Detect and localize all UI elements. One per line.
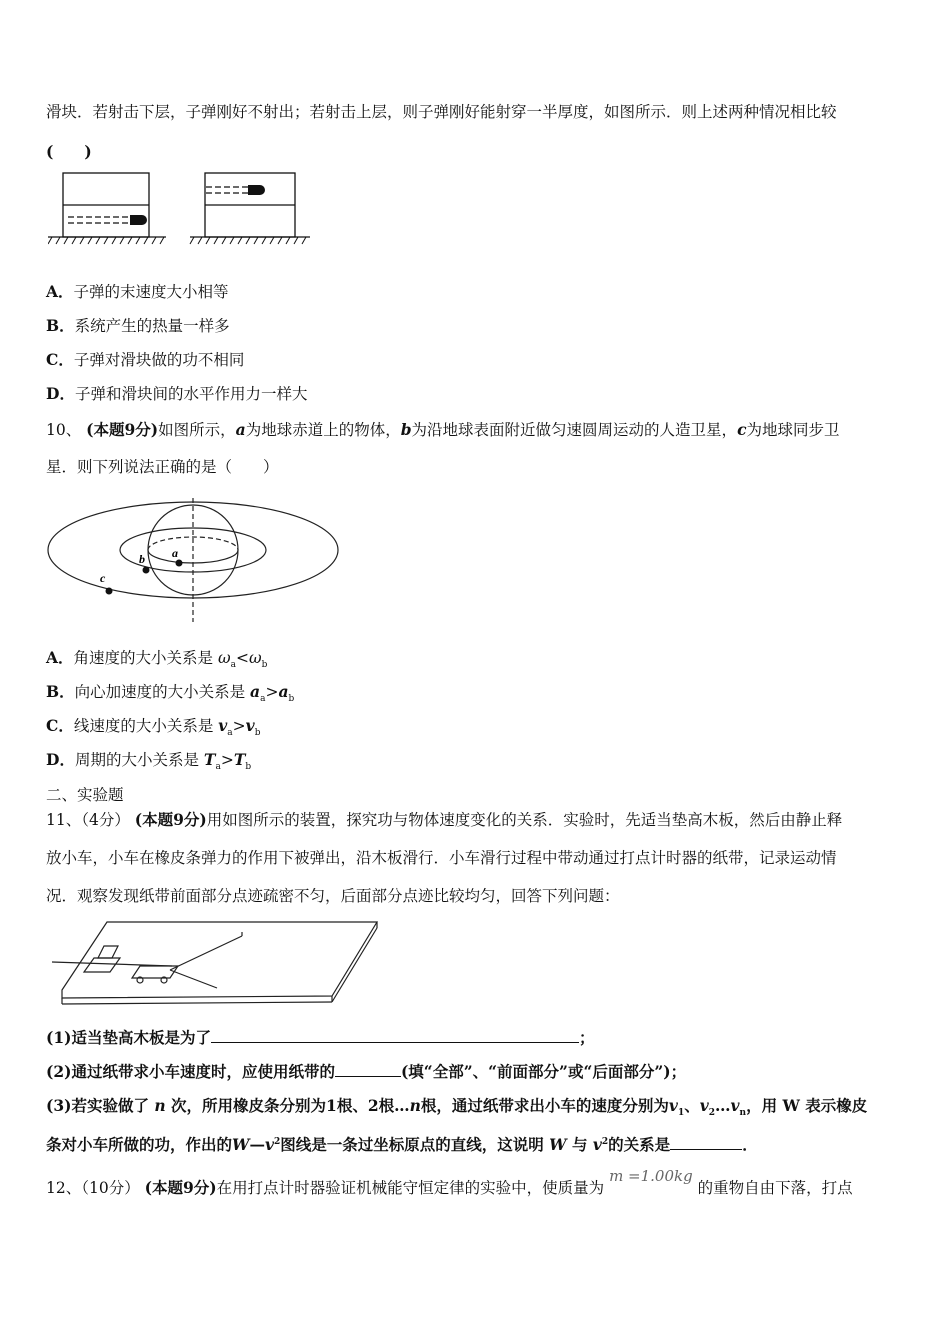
q10-point-a bbox=[176, 560, 183, 567]
q9-bullet-upper bbox=[248, 185, 265, 195]
q10-option-d: D．周期的大小关系是 $T_a>T_b$ bbox=[46, 750, 252, 773]
q9-option-d: D．子弹和滑块间的水平作用力一样大 bbox=[46, 384, 308, 403]
q11-rubber-band bbox=[170, 936, 242, 970]
q10-stem-line1: 10、 (本题9分)如图所示，a为地球赤道上的物体，b为沿地球表面附近做匀速圆周运动的人造卫星，c为地球同步卫 bbox=[46, 420, 840, 439]
q10-label-b: b bbox=[139, 552, 145, 566]
q10-option-b: B．向心加速度的大小关系是 $a_a>a_b$ bbox=[46, 682, 295, 705]
q9-bullet-lower bbox=[130, 215, 147, 225]
q11-wood-board bbox=[62, 922, 377, 998]
q10-point-c bbox=[106, 588, 113, 595]
q11-blank-3[interactable] bbox=[670, 1135, 742, 1150]
q9-option-a: A．子弹的末速度大小相等 bbox=[46, 282, 229, 301]
q11-stem-line1: 11、（4分） (本题9分)用如图所示的装置，探究功与物体速度变化的关系．实验时，先适当垫高木板，然后由静止释 bbox=[46, 810, 843, 829]
q11-cart bbox=[132, 966, 178, 978]
q11-stem-line3: 况．观察发现纸带前面部分点迹疏密不匀，后面部分点迹比较均匀，回答下列问题： bbox=[46, 887, 620, 905]
q11-stem-line2: 放小车，小车在橡皮条弹力的作用下被弹出，沿木板滑行．小车滑行过程中带动通过打点计时器的纸带，记录运动情 bbox=[46, 849, 837, 867]
q11-blank-2[interactable] bbox=[335, 1062, 401, 1077]
q11-sub3-cont: 条对小车所做的功，作出的$W—v^2$图线是一条过坐标原点的直线，这说明 W 与 $v^2$的关系是 ． bbox=[46, 1135, 758, 1155]
q9-blocks-figure bbox=[48, 168, 313, 248]
q11-blank-1[interactable] bbox=[211, 1028, 579, 1043]
q10-option-a: A．角速度的大小关系是 $\omega_a<\omega_b$ bbox=[46, 648, 268, 671]
section-heading-experiment: 二、实验题 bbox=[46, 786, 124, 804]
q12-mass-formula: m =1.00kg bbox=[609, 1167, 693, 1185]
q9-option-b: B．系统产生的热量一样多 bbox=[46, 316, 230, 335]
q9-stem-line1: 滑块．若射击下层，子弹刚好不射出；若射击上层，则子弹刚好能射穿一半厚度，如图所示．则上述两种情况相比较 bbox=[46, 103, 837, 121]
q9-ground-hatch bbox=[48, 237, 306, 244]
q11-apparatus-figure bbox=[52, 918, 382, 1008]
q12-stem: 12、（10分） (本题9分)在用打点计时器验证机械能守恒定律的实验中，使质量为 m =1.00kg 的重物自由下落，打点 bbox=[46, 1167, 853, 1197]
q9-stem-line2: ( ) bbox=[46, 142, 92, 161]
q10-label-c: c bbox=[100, 571, 106, 585]
q10-label-a: a bbox=[172, 546, 178, 560]
q11-sub3: (3)若实验做了 n 次，所用橡皮条分别为1根、2根…n根，通过纸带求出小车的速度分别为$v_1$、$v_2\dots v_n$，用 W 表示橡皮 bbox=[46, 1096, 868, 1119]
q9-option-c: C．子弹对滑块做的功不相同 bbox=[46, 350, 245, 369]
q10-option-c: C．线速度的大小关系是 $v_a>v_b$ bbox=[46, 716, 261, 739]
q10-stem-line2: 星．则下列说法正确的是（ ） bbox=[46, 458, 279, 476]
q11-timer bbox=[84, 958, 120, 972]
q10-orbit-figure bbox=[46, 496, 341, 626]
q11-sub1: (1)适当垫高木板是为了 ； bbox=[46, 1028, 595, 1047]
q11-sub2: (2)通过纸带求小车速度时，应使用纸带的 (填“全部”、“前面部分”或“后面部分”)； bbox=[46, 1062, 687, 1081]
q10-point-b bbox=[143, 567, 150, 574]
